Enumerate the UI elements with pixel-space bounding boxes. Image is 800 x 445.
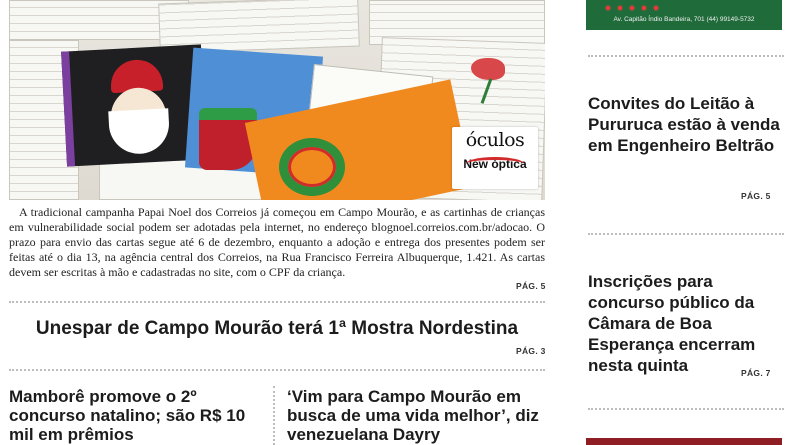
sidebar-story1-page-ref[interactable]: PÁG. 5	[741, 191, 771, 201]
ad-arc-icon	[466, 157, 524, 171]
ad-brand-text: óculos	[465, 129, 525, 151]
santa-beard-icon	[108, 108, 170, 155]
headline-mostra-nordestina[interactable]: Unespar de Campo Mourão terá 1ª Mostra Nordestina	[35, 318, 519, 339]
poinsettia-icon	[471, 58, 505, 80]
divider	[9, 301, 545, 303]
sidebar-ad-bottom-bar	[586, 438, 782, 445]
sidebar-story2-page-ref[interactable]: PÁG. 7	[741, 368, 771, 378]
caption-page-ref[interactable]: PÁG. 5	[516, 281, 546, 291]
headline-leitao-pururuca[interactable]: Convites do Leitão à Pururuca estão à venda em Engenheiro Beltrão	[588, 94, 780, 155]
christmas-letters-photo[interactable]	[9, 0, 545, 200]
column-separator	[273, 386, 275, 445]
headline-concurso-boa-esperanca[interactable]: Inscrições para concurso público da Câmara de Boa Esperança encerram nesta quinta	[588, 272, 756, 375]
divider	[588, 233, 784, 235]
headline-mambore-concurso[interactable]: Mamborê promove o 2º concurso natalino; são R$ 10 mil em prêmios	[9, 387, 246, 444]
decor-dots-icon	[602, 4, 662, 12]
optica-ad-badge[interactable]	[452, 127, 538, 189]
ad-sub-text: New óptica	[463, 157, 527, 171]
santa-card	[61, 44, 207, 166]
photo-caption: A tradicional campanha Papai Noel dos Correios já começou em Campo Mourão, e as cartinhas de crianças em vulnerabilidade social podem ser adotadas pela internet, no endereço blognoel.correios.com.br/adocao. O prazo para envio das cartas segue até 6 de dezembro, enquanto a adoção e entrega dos presentes podem ser feitas até o dia 13, na agência central dos Correios, na Rua Francisco Ferreira Albuquerque, 1.421. As cartas devem ser escritas à mão e cadastradas no site, com o CPF da criança.	[9, 205, 545, 279]
sidebar-ad-banner[interactable]	[586, 0, 782, 30]
divider	[9, 369, 545, 371]
sidebar-ad-address: Av. Capitão Índio Bandeira, 701 (44) 99149-5732	[613, 16, 755, 23]
headline-venezuelana-dayry[interactable]: ‘Vim para Campo Mourão em busca de uma vida melhor’, diz venezuelana Dayry	[287, 387, 539, 444]
divider	[588, 408, 784, 410]
divider	[588, 55, 784, 57]
wreath-icon	[279, 138, 345, 196]
center-page-ref[interactable]: PÁG. 3	[516, 346, 546, 356]
